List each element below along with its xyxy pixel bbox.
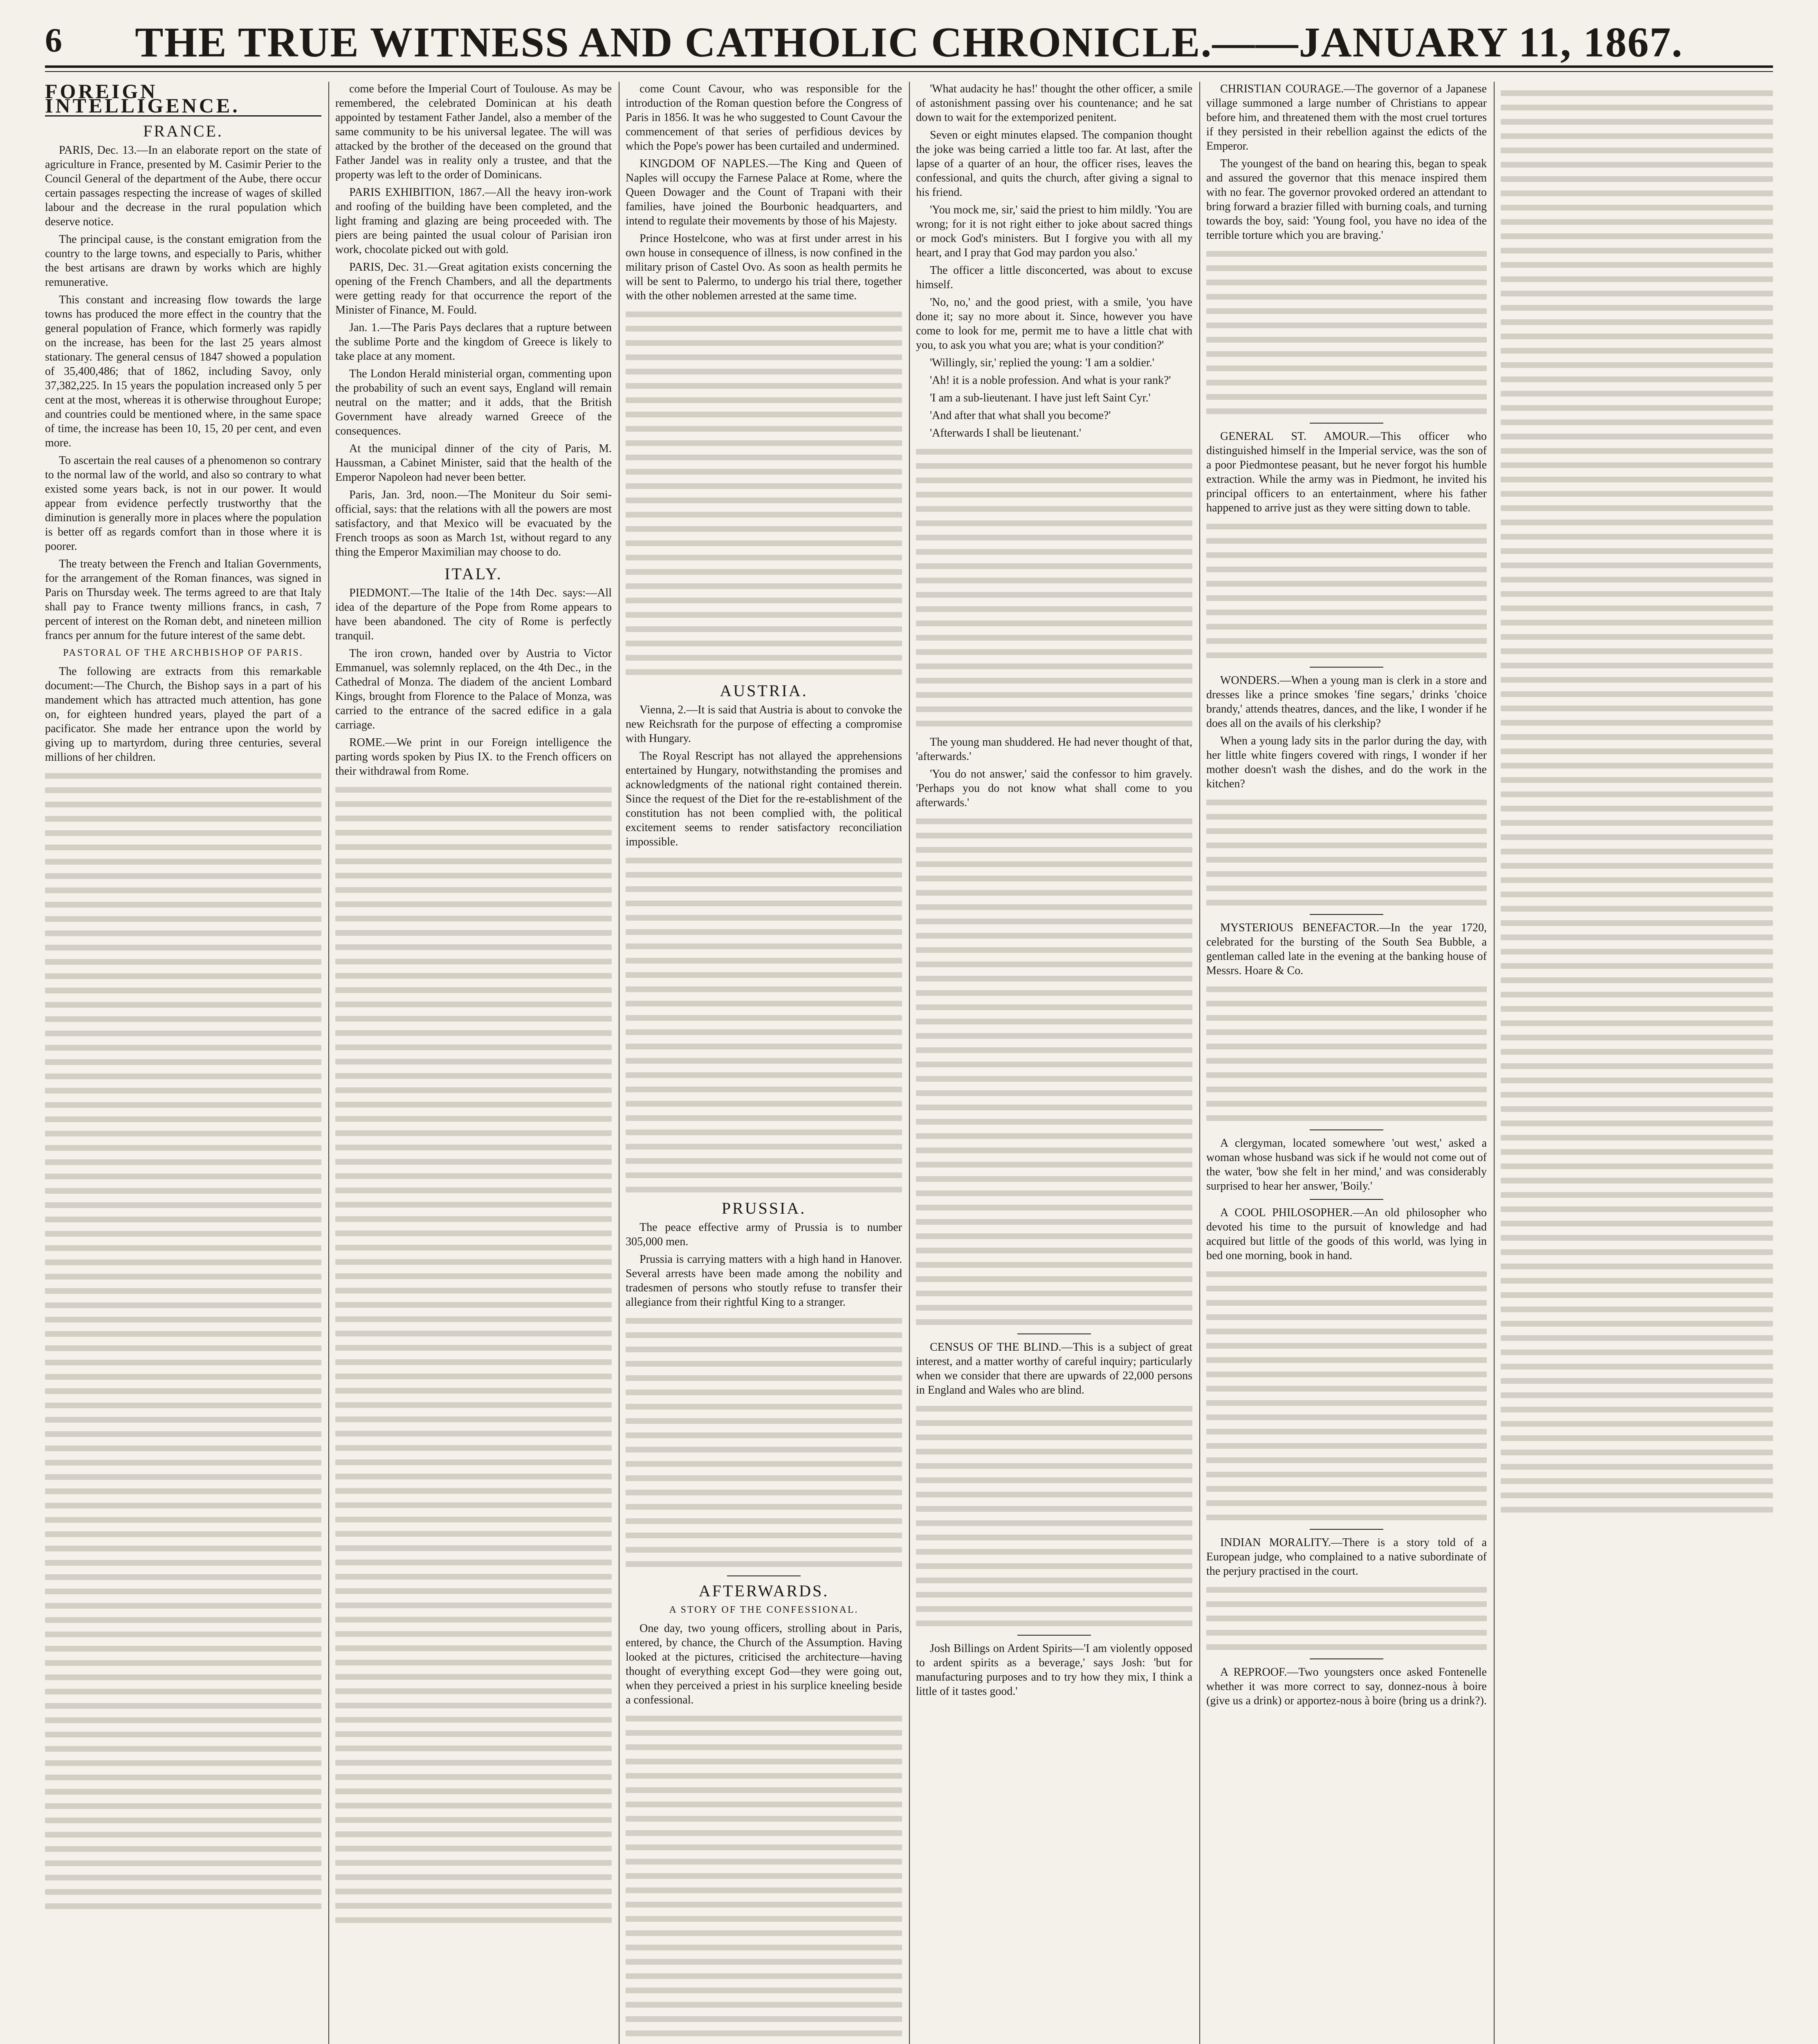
column-6: [1501, 82, 1773, 2044]
paragraph: Seven or eight minutes elapsed. The companion thought the joke was being carried a little too far. At last, after the lapse of a quarter of an hour, the officer rises, leaves the confessional, and quits the church, after giving a signal to his friend.: [916, 129, 1192, 199]
subheading-france: FRANCE.: [143, 122, 223, 140]
text-block: [626, 1716, 902, 2044]
paragraph: come Count Cavour, who was responsible for the introduction of the Roman question before the Congress of Paris in 1856. It was he who suggested to Count Cavour the commencement of that series of perfidious devices by which the Pope's power has been curtailed and undermined.: [626, 83, 902, 152]
text-block: [916, 449, 1192, 726]
subheading-story: A STORY OF THE CONFESSIONAL.: [669, 1605, 859, 1615]
paragraph: GENERAL ST. AMOUR.—This officer who distinguished himself in the Imperial service, was the son of a poor Piedmontese peasant, but he never forgot his humble extraction. While the army was in Piedmont, he invited his principal officers to an entertainment, where his father happened to arrive just as they were sitting down to table.: [1206, 430, 1487, 514]
column-divider: [328, 82, 329, 2044]
paragraph: The young man shuddered. He had never thought of that, 'afterwards.': [916, 736, 1192, 763]
paragraph: come before the Imperial Court of Toulouse. As may be remembered, the celebrated Dominican at his death appointed by testament Father Jandel, also a member of the same community to be his universal legatee. The will was attacked by the brother of the deceased on the ground that Father Jandel was in reality only a trustee, and that the property was left to the order of Dominicans.: [335, 83, 612, 181]
paragraph: The treaty between the French and Italian Governments, for the arrangement of the Roman finances, was signed in Paris on Thursday week. The terms agreed to are that Italy shall pay to France twenty millions francs, in cash, 7 percent of interest on the Roman debt, and nineteen million francs per annum for the future interest of the same debt.: [45, 558, 321, 642]
paragraph: The youngest of the band on hearing this, began to speak and assured the governor that this menace inspired them with no fear. The governor provoked ordered an attendant to bring forward a brazier filled with burning coals, and turning towards the boy, said: 'Young fool, you have no idea of the terrible torture which you are braving.': [1206, 157, 1487, 242]
paragraph: A COOL PHILOSOPHER.—An old philosopher who devoted his time to the pursuit of knowledge and had acquired but little of the goods of this world, was lying in bed one morning, book in hand.: [1206, 1206, 1487, 1262]
paragraph: 'Afterwards I shall be lieutenant.': [930, 427, 1082, 439]
subheading-pastoral: PASTORAL OF THE ARCHBISHOP OF PARIS.: [63, 648, 303, 658]
subheading-italy: ITALY.: [444, 565, 503, 583]
column-4: [916, 82, 1192, 2044]
text-block: [1206, 1271, 1487, 1520]
paragraph: The London Herald ministerial organ, commenting upon the probability of such an event says, England will remain neutral on the matter; and it adds, that the British Government have already warned Greece of the consequences.: [335, 368, 612, 437]
divider: [1310, 667, 1383, 668]
subheading-afterwards: AFTERWARDS.: [698, 1582, 829, 1600]
text-block: [1206, 800, 1487, 905]
paragraph: Vienna, 2.—It is said that Austria is about to convoke the new Reichsrath for the purpose of effecting a compromise with Hungary.: [626, 704, 902, 745]
paragraph: PARIS, Dec. 13.—In an elaborate report on the state of agriculture in France, presented by M. Casimir Perier to the Council General of the department of the Aube, there occur certain passages respecting the increase of wages of skilled labour and the decrease in the rural population which deserve notice.: [45, 144, 321, 228]
paragraph: The Royal Rescript has not allayed the apprehensions entertained by Hungary, notwithstanding the promises and acknowledgments of the national right contained therein. Since the request of the Diet for the re-establishment of the constitution has not been complied with, the political excitement seems to render satisfactory reconciliation impossible.: [626, 750, 902, 848]
text-block: [626, 858, 902, 1192]
divider: [1310, 1529, 1383, 1530]
paragraph: PARIS EXHIBITION, 1867.—All the heavy iron-work and roofing of the building have been completed, and the light framing and glazing are being proceeded with. The piers are being painted the usual colour of Parisian iron work, chocolate picked out with gold.: [335, 186, 612, 256]
paragraph: 'What audacity he has!' thought the other officer, a smile of astonishment passing over his countenance; and he sat down to wait for the extemporized penitent.: [916, 83, 1192, 124]
paragraph: The officer a little disconcerted, was about to excuse himself.: [916, 264, 1192, 291]
text-block: [1206, 251, 1487, 414]
text-block: [45, 773, 321, 1909]
paragraph: 'Willingly, sir,' replied the young: 'I am a soldier.': [930, 356, 1154, 369]
divider: [1017, 1635, 1091, 1636]
paragraph: 'You mock me, sir,' said the priest to him mildly. 'You are wrong; for it is not right either to joke about sacred things or mock God's ministers. But I forgive you with all my heart, and I pray that God may pardon you also.': [916, 204, 1192, 259]
paragraph: CHRISTIAN COURAGE.—The governor of a Japanese village summoned a large number of Christians to appear before him, and threatened them with the most cruel tortures if they persisted in their rebellion against the edicts of the Emperor.: [1206, 83, 1487, 152]
text-block: [916, 818, 1192, 1325]
text-block: [1501, 90, 1773, 1513]
paragraph: The principal cause, is the constant emigration from the country to the large towns, and especially to Paris, whither the best artisans are drawn by works which are highly remunerative.: [45, 233, 321, 289]
column-3: [626, 82, 902, 2044]
paragraph: PIEDMONT.—The Italie of the 14th Dec. says:—All idea of the departure of the Pope from Rome appears to have been abandoned. The city of Rome is perfectly tranquil.: [335, 587, 612, 642]
subheading-prussia: PRUSSIA.: [721, 1199, 806, 1217]
column-divider: [909, 82, 910, 2044]
paragraph: WONDERS.—When a young man is clerk in a store and dresses like a prince smokes 'fine segars,' drinks 'choice brandy,' attends theatres, dances, and the like, I wonder if he does all on the avails of his clerkship?: [1206, 674, 1487, 730]
paragraph: 'And after that what shall you become?': [930, 409, 1111, 422]
paragraph: KINGDOM OF NAPLES.—The King and Queen of Naples will occupy the Farnese Palace at Rome, where the Queen Dowager and the Count of Trapani with their families, have joined the Bourbonic headquarters, and intend to regulate their movements by those of his Majesty.: [626, 157, 902, 227]
paragraph: When a young lady sits in the parlor during the day, with her little white fingers covered with rings, I wonder if her mother doesn't wash the dishes, and do the work in the kitchen?: [1206, 735, 1487, 790]
text-block: [335, 787, 612, 1923]
column-divider: [1199, 82, 1200, 2044]
paragraph: Josh Billings on Ardent Spirits—'I am violently opposed to ardent spirits as a beverage,' says Josh: 'but for manufacturing purposes and to try how they mix, I think a little of it tastes good.': [916, 1642, 1192, 1698]
paragraph: Prince Hostelcone, who was at first under arrest in his own house in consequence of illness, is now confined in the military prison of Castel Ovo. As soon as health permits he will be sent to Palermo, to undergo his trial there, together with the other noblemen arrested at the same time.: [626, 232, 902, 302]
columns: [45, 82, 1773, 2044]
text-block: [626, 1318, 902, 1567]
paragraph: At the municipal dinner of the city of Paris, M. Haussman, a Cabinet Minister, said that the health of the Emperor Napoleon had never been better.: [335, 442, 612, 484]
paragraph: INDIAN MORALITY.—There is a story told of a European judge, who complained to a native subordinate of the perjury practised in the court.: [1206, 1536, 1487, 1578]
text-block: [626, 312, 902, 675]
paragraph: 'No, no,' and the good priest, with a smile, 'you have done it; say no more about it. Since, however you have come to look for me, permit me to have a little chat with you, to ask you what you are; what is your condition?': [916, 296, 1192, 352]
masthead-rule: [45, 71, 1773, 72]
masthead: [45, 16, 1773, 68]
paragraph: Jan. 1.—The Paris Pays declares that a rupture between the sublime Porte and the kingdom of Greece is likely to take place at any moment.: [335, 321, 612, 363]
section-heading: FOREIGN INTELLIGENCE.: [45, 84, 321, 117]
paragraph: PARIS, Dec. 31.—Great agitation exists concerning the opening of the French Chambers, and all the departments were getting ready for that occurrence the report of the Minister of Finance, M. Fould.: [335, 261, 612, 316]
paragraph: Prussia is carrying matters with a high hand in Hanover. Several arrests have been made among the nobility and tradesmen of persons who stoutly refuse to transfer their allegiance from their rightful King to a stranger.: [626, 1253, 902, 1309]
paragraph: MYSTERIOUS BENEFACTOR.—In the year 1720, celebrated for the bursting of the South Sea Bubble, a gentleman called late in the evening at the banking house of Messrs. Hoare & Co.: [1206, 921, 1487, 977]
paragraph: 'Ah! it is a noble profession. And what is your rank?': [930, 374, 1171, 387]
subheading-austria: AUSTRIA.: [720, 681, 808, 700]
paragraph: Paris, Jan. 3rd, noon.—The Moniteur du Soir semi-official, says: that the relations with all the powers are most satisfactory, and that Mexico will be evacuated by the French troops as soon as March 1st, without regard to any thing the Emperor Maximilian may choose to do.: [335, 489, 612, 558]
column-divider: [1494, 82, 1495, 2044]
column-1: [45, 82, 321, 2044]
page-title: THE TRUE WITNESS AND CATHOLIC CHRONICLE.——JANUARY 11, 1867.: [135, 19, 1683, 66]
paragraph: ROME.—We print in our Foreign intelligence the parting words spoken by Pius IX. to the French officers on their withdrawal from Rome.: [335, 736, 612, 778]
paragraph: 'You do not answer,' said the confessor to him gravely. 'Perhaps you do not know what shall come to you afterwards.': [916, 768, 1192, 809]
paragraph: The iron crown, handed over by Austria to Victor Emmanuel, was solemnly replaced, on the 4th Dec., in the Cathedral of Monza. The diadem of the ancient Lombard Kings, brought from Florence to the Palace of Monza, was carried to the entrance of the sacred edifice in a gala carriage.: [335, 647, 612, 731]
paragraph: The peace effective army of Prussia is to number 305,000 men.: [626, 1221, 902, 1248]
page-number: 6: [45, 21, 62, 59]
paragraph: A REPROOF.—Two youngsters once asked Fontenelle whether it was more correct to say, donnez-nous à boire (give us a drink) or apportez-nous à boire (bring us a drink?).: [1206, 1666, 1487, 1707]
paragraph: 'I am a sub-lieutenant. I have just left Saint Cyr.': [930, 392, 1151, 404]
text-block: [1206, 986, 1487, 1121]
column-5: [1206, 82, 1487, 2044]
paragraph: One day, two young officers, strolling about in Paris, entered, by chance, the Church of the Assumption. Having looked at the pictures, criticised the architecture—having thought of everything except God—they were going out, when they perceived a priest in his surplice kneeling beside a confessional.: [626, 1622, 902, 1706]
paragraph: To ascertain the real causes of a phenomenon so contrary to the normal law of the world, and also so contrary to what existed some years back, is not in our power. It would appear from evidence perfectly trustworthy that the diminution is generally more in places where the population is better off as regards comfort than in those where it is poorer.: [45, 454, 321, 553]
paragraph: A clergyman, located somewhere 'out west,' asked a woman whose husband was sick if he would not come out of the water, 'bow she felt in her mind,' and was considerably surprised to hear her answer, 'Boily.': [1206, 1137, 1487, 1192]
text-block: [1206, 1587, 1487, 1650]
paragraph: The following are extracts from this remarkable document:—The Church, the Bishop says in a part of his mandement which has attracted much attention, has gone on, for eighteen hundred years, played the part of a pacificator. She made her entrance upon the world by giving up to martyrdom, during three centuries, several millions of her children.: [45, 665, 321, 764]
text-block: [916, 1406, 1192, 1626]
divider: [1310, 914, 1383, 915]
divider: [1310, 423, 1383, 424]
paragraph: This constant and increasing flow towards the large towns has produced the more effect in the country that the general population of France, which formerly was rapidly on the increase, has been for the last 25 years almost stationary. The general census of 1847 showed a population of 35,400,486; that of 1862, including Savoy, only 37,382,225. In 15 years the population increased only 5 per cent at the most, whereas it is otherwise throughout Europe; and countries could be mentioned where, in the same space of time, the increase has been 10, 15, 20 per cent, and even more.: [45, 294, 321, 449]
column-2: [335, 82, 612, 2044]
text-block: [1206, 524, 1487, 658]
paragraph: CENSUS OF THE BLIND.—This is a subject of great interest, and a matter worthy of careful inquiry; particularly when we consider that there are upwards of 22,000 persons in England and Wales who are blind.: [916, 1341, 1192, 1396]
divider: [1310, 1199, 1383, 1200]
